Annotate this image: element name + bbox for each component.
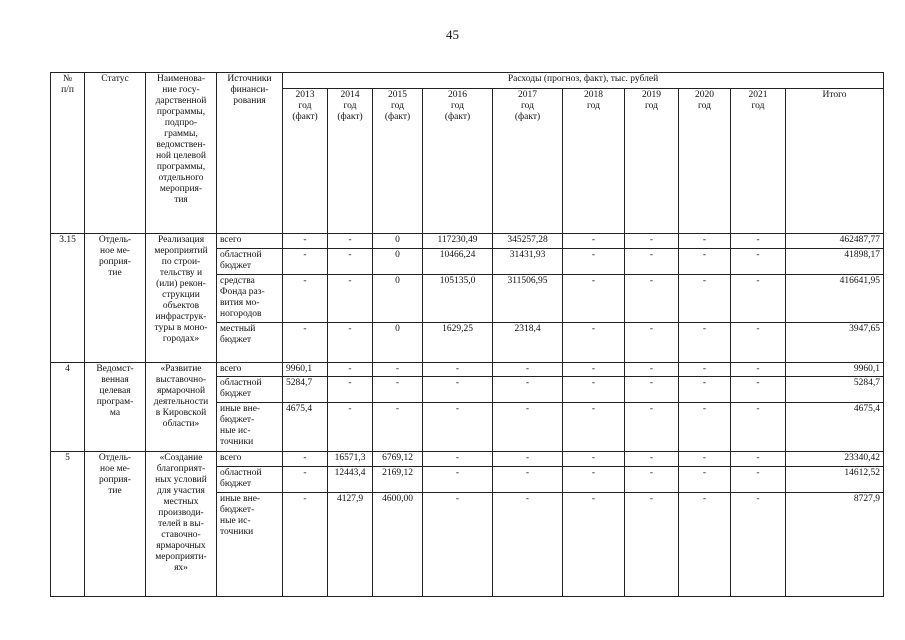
- value-cell: -: [373, 403, 423, 452]
- value-cell: 0: [373, 248, 423, 274]
- value-cell: 5284,7: [283, 377, 328, 403]
- value-cell: 1629,25: [423, 323, 493, 363]
- item-name: Реализация мероприятий по строи- тельству и (или) рекон- струкции объектов инфраструк- туры в моно- городах»: [146, 234, 217, 363]
- funding-source: областной бюджет: [217, 248, 283, 274]
- value-cell: 0: [373, 274, 423, 323]
- header-year: 2017 год (факт): [493, 89, 563, 234]
- value-cell: -: [493, 466, 563, 492]
- item-name: «Создание благоприят- ных условий для участия местных производи- телей в вы- ставочно- ярмарочных мероприяти- ях»: [146, 452, 217, 597]
- total-cell: 4675,4: [786, 403, 884, 452]
- value-cell: -: [625, 492, 679, 596]
- value-cell: 4127,9: [328, 492, 373, 596]
- value-cell: 311506,95: [493, 274, 563, 323]
- header-total: Итого: [786, 89, 884, 234]
- value-cell: -: [493, 492, 563, 596]
- value-cell: -: [625, 466, 679, 492]
- value-cell: -: [731, 248, 786, 274]
- funding-source: областной бюджет: [217, 377, 283, 403]
- value-cell: -: [283, 234, 328, 249]
- value-cell: -: [731, 323, 786, 363]
- value-cell: -: [373, 362, 423, 377]
- value-cell: -: [423, 466, 493, 492]
- value-cell: 9960,1: [283, 362, 328, 377]
- total-cell: 14612,52: [786, 466, 884, 492]
- value-cell: 6769,12: [373, 452, 423, 467]
- value-cell: -: [373, 377, 423, 403]
- value-cell: -: [563, 492, 625, 596]
- total-cell: 9960,1: [786, 362, 884, 377]
- budget-table: [50, 72, 884, 597]
- value-cell: -: [731, 466, 786, 492]
- value-cell: -: [283, 492, 328, 596]
- item-number: 4: [51, 362, 85, 451]
- value-cell: -: [283, 452, 328, 467]
- value-cell: -: [283, 466, 328, 492]
- value-cell: -: [679, 362, 731, 377]
- value-cell: -: [625, 234, 679, 249]
- funding-source: областной бюджет: [217, 466, 283, 492]
- table-row: [51, 362, 884, 377]
- value-cell: -: [731, 234, 786, 249]
- header-year: 2020 год: [679, 89, 731, 234]
- value-cell: -: [423, 403, 493, 452]
- header-year: 2018 год: [563, 89, 625, 234]
- value-cell: -: [328, 248, 373, 274]
- value-cell: -: [423, 492, 493, 596]
- value-cell: -: [679, 234, 731, 249]
- header-year: 2016 год (факт): [423, 89, 493, 234]
- value-cell: 2169,12: [373, 466, 423, 492]
- total-cell: 8727,9: [786, 492, 884, 596]
- item-number: 5: [51, 452, 85, 597]
- value-cell: -: [731, 452, 786, 467]
- item-status: Ведомст- венная целевая програм- ма: [85, 362, 146, 451]
- item-number: 3.15: [51, 234, 85, 363]
- header-year: 2013 год (факт): [283, 89, 328, 234]
- value-cell: -: [328, 362, 373, 377]
- header-year: 2021 год: [731, 89, 786, 234]
- value-cell: -: [625, 403, 679, 452]
- table-row: [51, 234, 884, 249]
- header-expenses: Расходы (прогноз, факт), тыс. рублей: [283, 73, 884, 89]
- header-status: Статус: [85, 73, 146, 234]
- funding-source: всего: [217, 452, 283, 467]
- total-cell: 23340,42: [786, 452, 884, 467]
- value-cell: -: [625, 274, 679, 323]
- item-status: Отдель- ное ме- роприя- тие: [85, 452, 146, 597]
- value-cell: -: [283, 274, 328, 323]
- value-cell: -: [328, 274, 373, 323]
- value-cell: -: [423, 377, 493, 403]
- funding-source: всего: [217, 234, 283, 249]
- page-number: 45: [446, 27, 459, 42]
- value-cell: -: [328, 323, 373, 363]
- value-cell: -: [283, 248, 328, 274]
- value-cell: 2318,4: [493, 323, 563, 363]
- table-row: [51, 452, 884, 467]
- value-cell: -: [328, 234, 373, 249]
- value-cell: 31431,93: [493, 248, 563, 274]
- value-cell: 117230,49: [423, 234, 493, 249]
- total-cell: 5284,7: [786, 377, 884, 403]
- value-cell: -: [625, 248, 679, 274]
- value-cell: -: [563, 323, 625, 363]
- header-year: 2015 год (факт): [373, 89, 423, 234]
- header-row-top: [51, 73, 884, 89]
- value-cell: -: [423, 452, 493, 467]
- item-name: «Развитие выставочно- ярмарочной деятельности в Кировской области»: [146, 362, 217, 451]
- total-cell: 41898,17: [786, 248, 884, 274]
- value-cell: -: [731, 274, 786, 323]
- funding-source: иные вне- бюджет- ные ис- точники: [217, 492, 283, 596]
- value-cell: 105135,0: [423, 274, 493, 323]
- header-no: № п/п: [51, 73, 85, 234]
- value-cell: -: [563, 248, 625, 274]
- funding-source: средства Фонда раз- вития мо- ногородов: [217, 274, 283, 323]
- value-cell: -: [625, 362, 679, 377]
- value-cell: -: [625, 377, 679, 403]
- value-cell: -: [679, 492, 731, 596]
- value-cell: 0: [373, 323, 423, 363]
- funding-source: всего: [217, 362, 283, 377]
- value-cell: -: [328, 377, 373, 403]
- value-cell: -: [679, 403, 731, 452]
- value-cell: -: [679, 452, 731, 467]
- value-cell: -: [625, 452, 679, 467]
- value-cell: 0: [373, 234, 423, 249]
- value-cell: -: [563, 466, 625, 492]
- value-cell: 4675,4: [283, 403, 328, 452]
- value-cell: 10466,24: [423, 248, 493, 274]
- value-cell: -: [679, 323, 731, 363]
- value-cell: -: [731, 403, 786, 452]
- total-cell: 416641,95: [786, 274, 884, 323]
- value-cell: -: [731, 377, 786, 403]
- value-cell: -: [679, 466, 731, 492]
- value-cell: -: [423, 362, 493, 377]
- value-cell: -: [493, 362, 563, 377]
- item-status: Отдель- ное ме- роприя- тие: [85, 234, 146, 363]
- value-cell: -: [563, 403, 625, 452]
- value-cell: 4600,00: [373, 492, 423, 596]
- value-cell: -: [328, 403, 373, 452]
- header-name: Наименова- ние госу- дарственной программы, подпро- граммы, ведомствен- ной целевой программы, отдельного мероприя- тия: [146, 73, 217, 234]
- value-cell: -: [493, 403, 563, 452]
- value-cell: -: [283, 323, 328, 363]
- funding-source: иные вне- бюджет- ные ис- точники: [217, 403, 283, 452]
- value-cell: -: [493, 452, 563, 467]
- value-cell: -: [563, 362, 625, 377]
- value-cell: -: [731, 362, 786, 377]
- value-cell: -: [731, 492, 786, 596]
- value-cell: -: [679, 248, 731, 274]
- value-cell: 345257,28: [493, 234, 563, 249]
- value-cell: -: [625, 323, 679, 363]
- value-cell: -: [493, 377, 563, 403]
- header-sources: Источники финанси- рования: [217, 73, 283, 234]
- funding-source: местный бюджет: [217, 323, 283, 363]
- value-cell: -: [563, 452, 625, 467]
- value-cell: -: [563, 274, 625, 323]
- value-cell: 16571,3: [328, 452, 373, 467]
- value-cell: 12443,4: [328, 466, 373, 492]
- value-cell: -: [563, 377, 625, 403]
- total-cell: 3947,65: [786, 323, 884, 363]
- value-cell: -: [679, 377, 731, 403]
- header-year: 2019 год: [625, 89, 679, 234]
- header-year: 2014 год (факт): [328, 89, 373, 234]
- value-cell: -: [679, 274, 731, 323]
- value-cell: -: [563, 234, 625, 249]
- total-cell: 462487,77: [786, 234, 884, 249]
